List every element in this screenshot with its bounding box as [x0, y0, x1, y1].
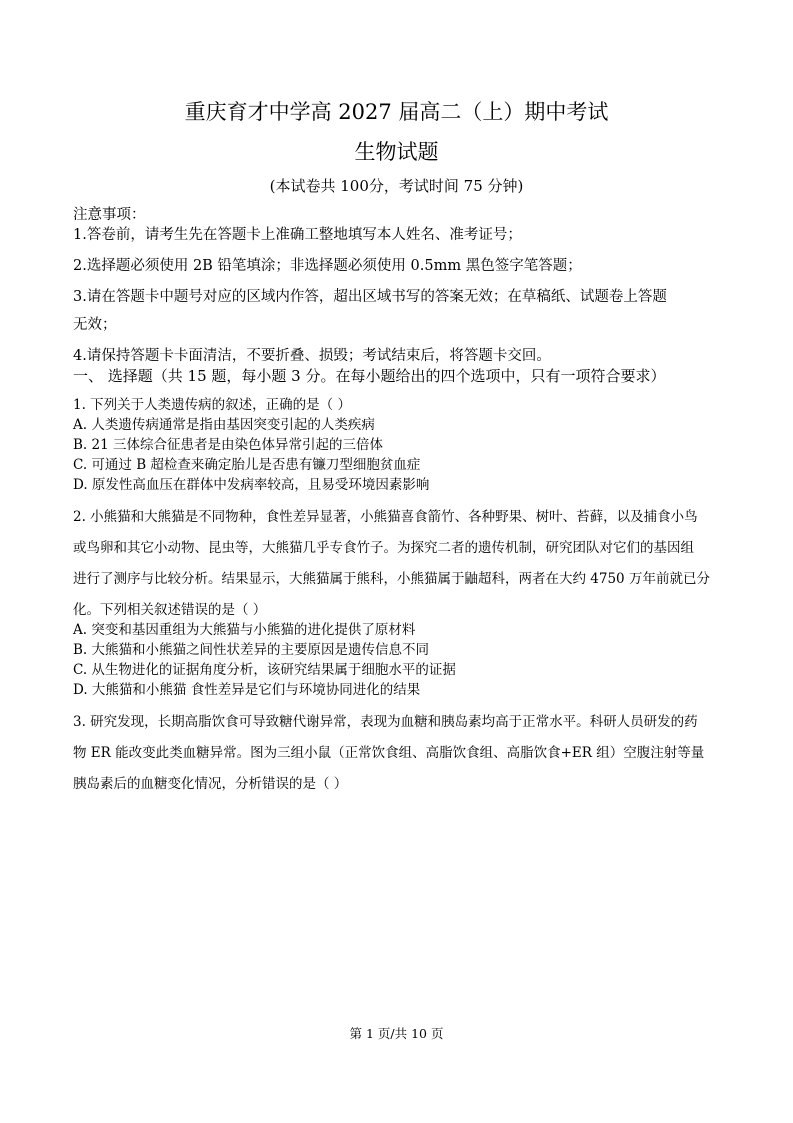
question-stem-line: 化。下列相关叙述错误的是（ ） [73, 602, 267, 618]
question-stem-line: 1. 下列关于人类遗传病的叙述，正确的是（ ） [73, 397, 351, 413]
notes-heading: 注意事项： [73, 207, 146, 223]
exam-title: 重庆育才中学高 2027 届高二（上）期中考试 [184, 100, 609, 124]
note-item-1: 1.答卷前，请考生先在答题卡上准确工整地填写本人姓名、准考证号； [73, 227, 522, 243]
option-c: C. 可通过 B 超检查来确定胎儿是否患有镰刀型细胞贫血症 [73, 457, 421, 473]
option-b: B. 21 三体综合征患者是由染色体异常引起的三倍体 [73, 437, 383, 453]
exam-content [73, 205, 721, 794]
question-stem-line: 3. 研究发现，长期高脂饮食可导致糖代谢异常，表现为血糖和胰岛素均高于正常水平。科研人员研发的药 [73, 714, 698, 730]
note-item-3-line-2: 无效； [73, 317, 117, 333]
note-item-3 [73, 287, 721, 335]
option-c: C. 从生物进化的证据角度分析，该研究结果属于细胞水平的证据 [73, 662, 456, 678]
option-d: D. 大熊猫和小熊猫 食性差异是它们与环境协同进化的结果 [73, 682, 421, 698]
option-d: D. 原发性高血压在群体中发病率较高，且易受环境因素影响 [73, 477, 430, 493]
question-1 [73, 395, 721, 495]
option-b: B. 大熊猫和小熊猫之间性状差异的主要原因是遗传信息不同 [73, 642, 430, 658]
question-2 [73, 507, 721, 700]
question-3 [73, 712, 721, 794]
note-item-4: 4.请保持答题卡卡面清洁，不要折叠、损毁；考试结束后，将答题卡交回。 [73, 348, 551, 364]
option-a: A. 突变和基因重组为大熊猫与小熊猫的进化提供了原材料 [73, 622, 416, 638]
page-footer: 第 1 页/共 10 页 [349, 1026, 444, 1041]
question-stem-line: 或鸟卵和其它小动物、昆虫等，大熊猫几乎专食竹子。为探究二者的遗传机制，研究团队对它们的基因组 [73, 540, 694, 556]
question-stem-line: 物 ER 能改变此类血糖异常。图为三组小鼠（正常饮食组、高脂饮食组、高脂饮食+ER 组）空腹注射等量 [73, 745, 705, 761]
question-stem [73, 712, 721, 794]
question-stem [73, 395, 721, 415]
question-stem-line: 胰岛素后的血糖变化情况，分析错误的是（ ） [73, 776, 348, 792]
note-item-3-line-1: 3.请在答题卡中题号对应的区域内作答，超出区域书写的答案无效；在草稿纸、试题卷上答题 [73, 289, 667, 305]
note-item-2: 2.选择题必须使用 2B 铅笔填涂；非选择题必须使用 0.5mm 黑色签字笔答题； [73, 258, 582, 274]
question-stem-line: 进行了测序与比较分析。结果显示，大熊猫属于熊科，小熊猫属于鼬超科，两者在大约 4750 万年前就已分 [73, 571, 710, 587]
option-a: A. 人类遗传病通常是指由基因突变引起的人类疾病 [73, 417, 375, 433]
exam-info: (本试卷共 100分，考试时间 75 分钟) [269, 177, 524, 195]
question-stem [73, 507, 721, 620]
section-heading: 一、 选择题（共 15 题，每小题 3 分。在每小题给出的四个选项中，只有一项符合要求） [73, 367, 666, 385]
question-stem-line: 2. 小熊猫和大熊猫是不同物种，食性差异显著，小熊猫喜食箭竹、各种野果、树叶、苔藓，以及捕食小鸟 [73, 509, 698, 525]
subject-title: 生物试题 [354, 140, 439, 164]
